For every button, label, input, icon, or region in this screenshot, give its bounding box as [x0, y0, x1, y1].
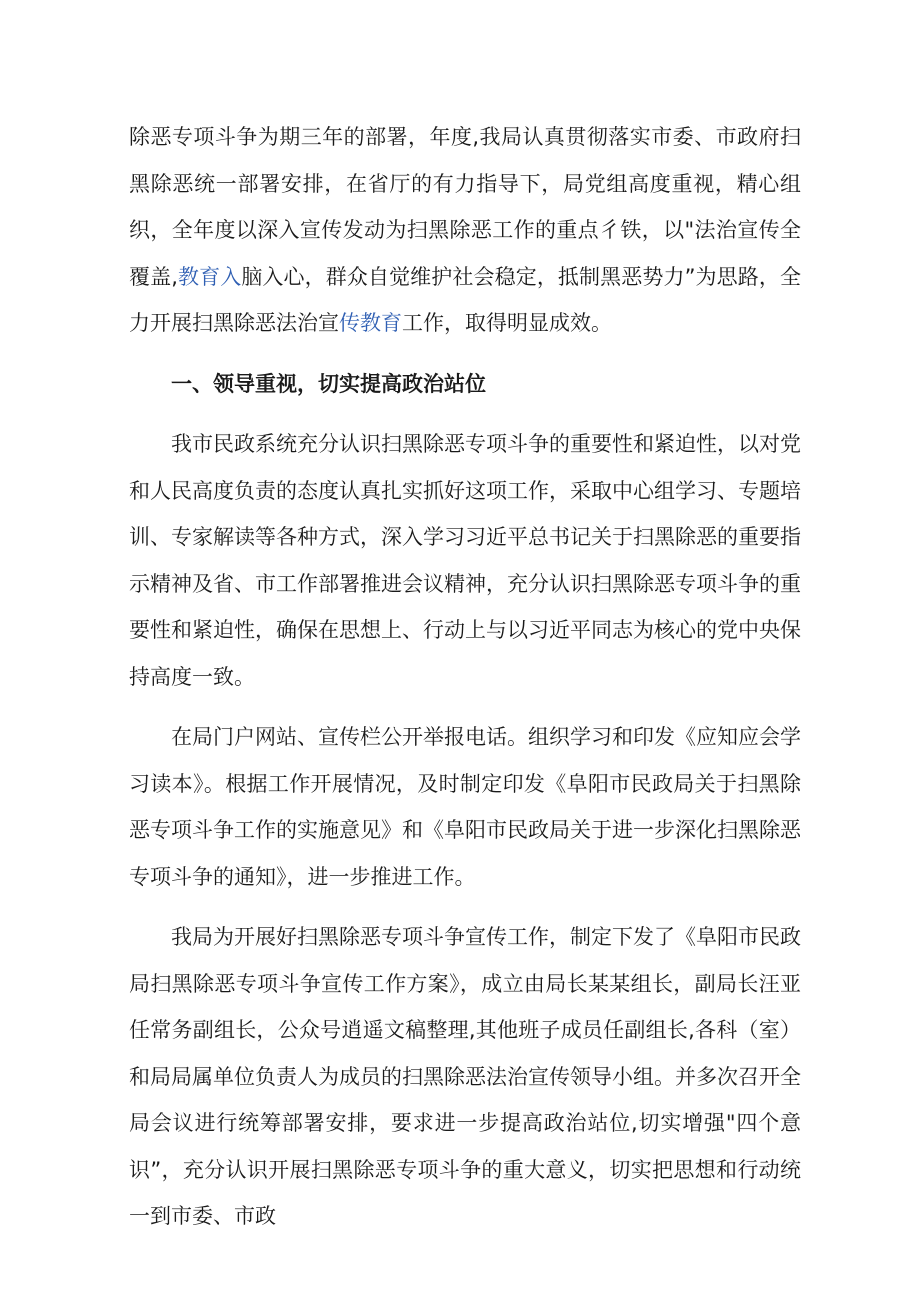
body-paragraph: 我局为开展好扫黑除恶专项斗争宣传工作，制定下发了《阜阳市民政局扫黑除恶专项斗争宣传工作方案》，成立由局长某某组长，副局长汪亚任常务副组长，公众号逍遥文稿整理,其他班子成员任副组长,各科（室）和局局属单位负责人为成员的扫黑除恶法治宣传领导小组。并多次召开全局会议进行统筹部署安排，要求进一步提高政治站位,切实增强"四个意识”，充分认识开展扫黑除恶专项斗争的重大意义，切实把思想和行动统一到市委、市政: [129, 925, 801, 1228]
intro-paragraph: [129, 114, 801, 347]
intro-text-part3: 工作，取得明显成效。: [402, 311, 612, 335]
document-body: [129, 114, 801, 1254]
propaganda-education-link[interactable]: 传教育: [339, 311, 402, 335]
body-paragraph: 我市民政系统充分认识扫黑除恶专项斗争的重要性和紧迫性，以对党和人民高度负责的态度认真扎实抓好这项工作，采取中心组学习、专题培训、专家解读等各种方式，深入学习习近平总书记关于扫黑除恶的重要指示精神及省、市工作部署推进会议精神，充分认识扫黑除恶专项斗争的重要性和紧迫性，确保在思想上、行动上与以习近平同志为核心的党中央保持高度一致。: [129, 432, 801, 689]
section-heading: 一、领导重视，切实提高政治站位: [171, 371, 486, 396]
intro-text-part1: 除恶专项斗争为期三年的部署，年度,我局认真贯彻落实市委、市政府扫黑除恶统一部署安排，在省厅的有力指导下，局党组高度重视，精心组织，全年度以深入宣传发动为扫黑除恶工作的重点彳铁，以"法治宣传全覆盖,: [129, 125, 801, 289]
intro-text-part2: 脑入心，群众自觉维护社会稳定，抵制黑恶势力”为思路，全力开展扫黑除恶法治宣: [129, 264, 801, 335]
education-link[interactable]: 教育入: [177, 264, 242, 289]
body-paragraph: 在局门户网站、宣传栏公开举报电话。组织学习和印发《应知应会学习读本》。根据工作开展情况，及时制定印发《阜阳市民政局关于扫黑除恶专项斗争工作的实施意见》和《阜阳市民政局关于进一步深化扫黑除恶专项斗争的通知》，进一步推进工作。: [129, 725, 801, 889]
